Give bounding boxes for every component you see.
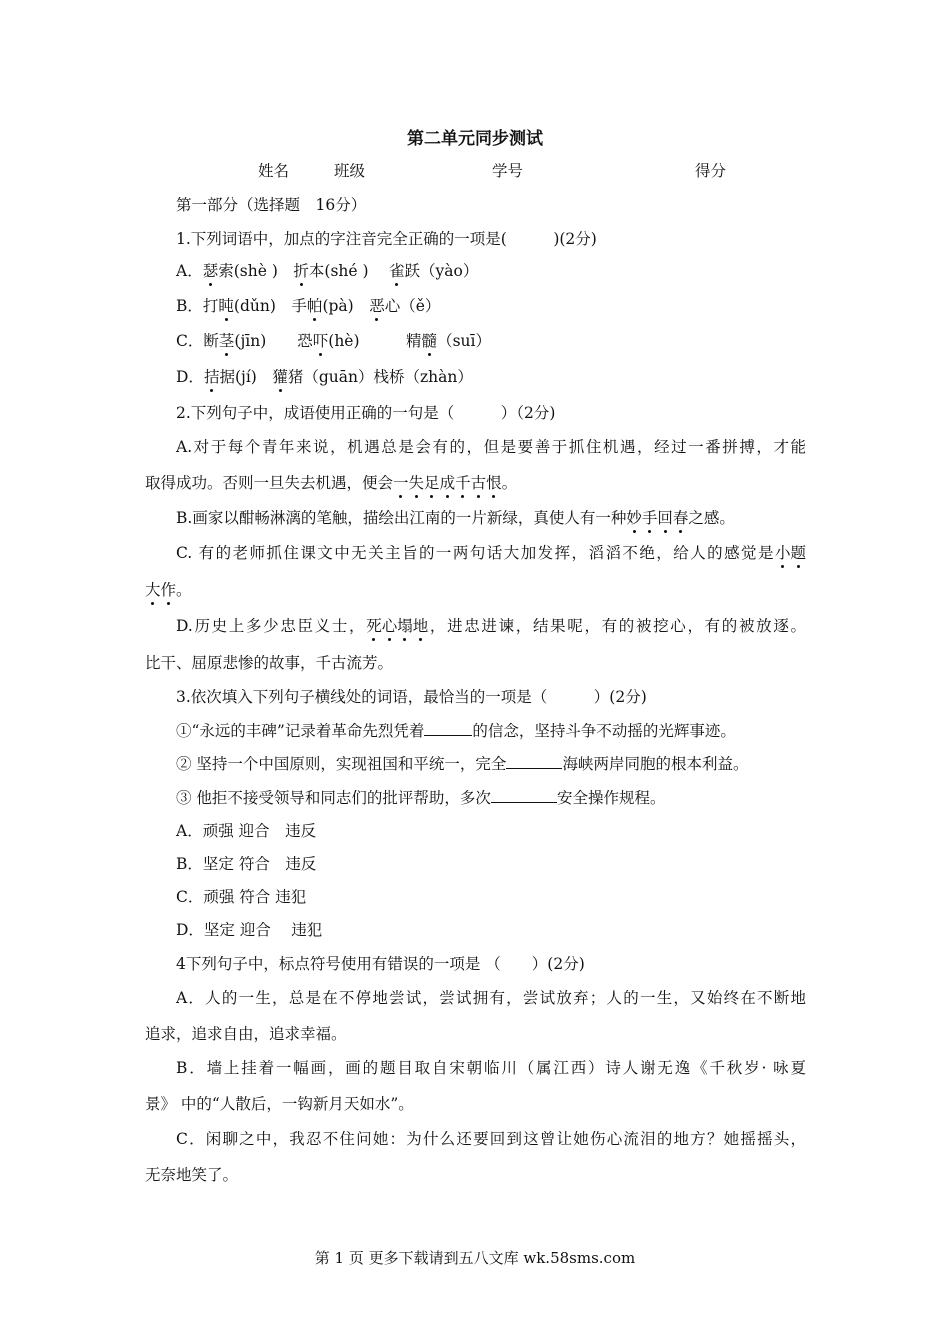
class-label: 班级 xyxy=(334,162,366,180)
question-4-stem: 4下列句子中，标点符号使用有错误的一项是 （ ）(2分) xyxy=(176,955,585,973)
question-2-option-a-line-2: 取得成功。否则一旦失去机遇，便会一失足成千古恨。 xyxy=(145,474,518,492)
question-1-option-c: C．断茎(jīn) 恐吓(hè) 精髓（suī） xyxy=(176,332,491,350)
question-2-option-a-line-1: A.对于每个青年来说，机遇总是会有的，但是要善于抓住机遇，经过一番拼搏，才能 xyxy=(176,438,806,456)
question-4-option-c-line-1: C．闲聊之中，我忍不住问她：为什么还要回到这曾让她伤心流泪的地方？她摇摇头， xyxy=(176,1130,806,1148)
question-2-stem: 2.下列句子中，成语使用正确的一句是（ ）（2分) xyxy=(176,404,556,422)
dotted-idiom: 死心塌地 xyxy=(366,617,429,635)
fill-blank xyxy=(491,788,557,803)
question-4-option-c-line-2: 无奈地笑了。 xyxy=(145,1166,239,1184)
question-1-option-a: A．瑟索(shè ) 折本(shé ) 雀跃（yào） xyxy=(176,262,479,280)
question-2-option-c-line-2: 大作。 xyxy=(145,581,192,599)
question-3-sentence-3: ③ 他拒不接受领导和同志们的批评帮助，多次 安全操作规程。 xyxy=(176,789,666,807)
question-3-option-c: C．顽强 符合 违犯 xyxy=(176,888,307,906)
question-2-option-c-line-1: C. 有的老师抓住课文中无关主旨的一两句话大加发挥，滔滔不绝，给人的感觉是小题 xyxy=(176,544,806,562)
question-2-option-d-line-2: 比干、屈原悲惨的故事，千古流芳。 xyxy=(145,654,394,672)
student-info-row xyxy=(0,161,950,181)
question-2-option-d-line-1: D.历史上多少忠臣义士，死心塌地，进忠进谏，结果呢，有的被挖心，有的被放逐。 xyxy=(176,617,806,635)
question-3-option-d: D．坚定 迎合 违犯 xyxy=(176,921,323,939)
fill-blank xyxy=(506,754,562,769)
page-title: 第二单元同步测试 xyxy=(407,129,543,149)
dotted-idiom: 妙手回春 xyxy=(626,509,689,527)
page-footer: 第 1 页 更多下载请到五八文库 wk.58sms.com xyxy=(314,1249,636,1267)
question-1-option-d: D．拮据(jí) 獾猪（guān）栈桥（zhàn） xyxy=(176,368,473,386)
question-4-option-a-line-2: 追求，追求自由，追求幸福。 xyxy=(145,1025,347,1043)
section-heading: 第一部分（选择题 16分） xyxy=(176,196,367,214)
question-2-option-b: B.画家以酣畅淋漓的笔触，描绘出江南的一片新绿，真使人有一种妙手回春之感。 xyxy=(176,509,735,527)
fill-blank xyxy=(424,721,472,736)
question-3-option-b: B．坚定 符合 违反 xyxy=(176,855,317,873)
name-label: 姓名 xyxy=(258,162,290,180)
id-label: 学号 xyxy=(492,162,524,180)
question-3-option-a: A．顽强 迎合 违反 xyxy=(176,822,317,840)
question-3-sentence-1: ①“永远的丰碑”记录着革命先烈凭着 的信念，坚持斗争不动摇的光辉事迹。 xyxy=(176,722,736,740)
dotted-idiom: 大作 xyxy=(145,581,177,599)
dotted-idiom: 一失足成千古恨 xyxy=(393,474,502,492)
question-4-option-a-line-1: A．人的一生，总是在不停地尝试，尝试拥有，尝试放弃；人的一生，又始终在不断地 xyxy=(176,989,806,1007)
question-1-option-b: B．打盹(dǔn) 手帕(pà) 恶心（ě） xyxy=(176,297,441,315)
dotted-idiom: 小题 xyxy=(774,544,806,562)
question-4-option-b-line-2: 景》 中的“人散后，一钩新月天如水”。 xyxy=(145,1095,414,1113)
question-3-sentence-2: ② 坚持一个中国原则，实现祖国和平统一，完全 海峡两岸同胞的根本利益。 xyxy=(176,755,749,773)
question-3-stem: 3.依次填入下列句子横线处的词语，最恰当的一项是（ ）(2分) xyxy=(176,688,647,706)
question-4-option-b-line-1: B．墙上挂着一幅画，画的题目取自宋朝临川（属江西）诗人谢无逸《千秋岁· 咏夏 xyxy=(176,1059,806,1077)
score-label: 得分 xyxy=(695,162,727,180)
question-1-stem: 1.下列词语中，加点的字注音完全正确的一项是( )(2分) xyxy=(176,230,597,248)
